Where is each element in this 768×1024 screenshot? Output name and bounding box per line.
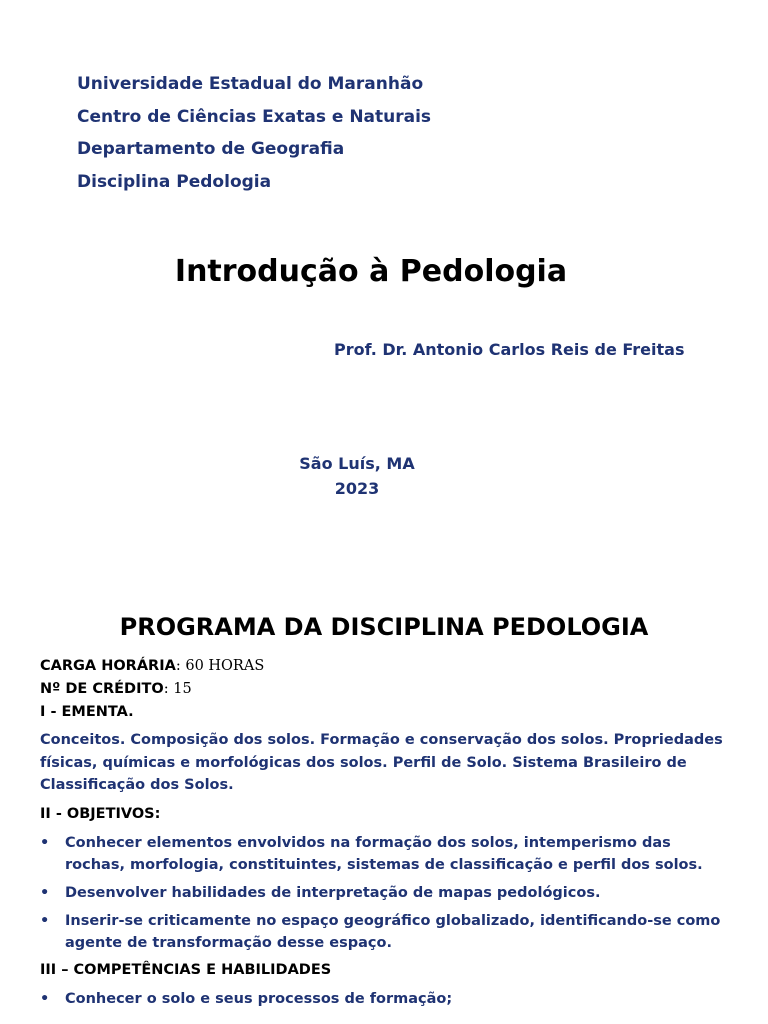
list-item: [40, 910, 730, 954]
bullet-icon: •: [40, 912, 50, 929]
institution-block: [77, 68, 431, 198]
workload-row: [40, 655, 730, 678]
year: 2023: [334, 479, 380, 498]
workload-value: : 60 HORAS: [175, 658, 265, 674]
credit-value: : 15: [163, 681, 192, 697]
objective-text: Desenvolver habilidades de interpretação de mapas pedológicos.: [65, 884, 601, 901]
credit-label: Nº DE CRÉDITO: [40, 681, 164, 697]
bullet-icon: •: [40, 990, 50, 1007]
bullet-icon: •: [40, 884, 50, 901]
bullet-icon: •: [40, 834, 50, 851]
objectives-heading: II - OBJETIVOS:: [40, 805, 161, 822]
ementa-text: Conceitos. Composição dos solos. Formação e conservação dos solos. Propriedades físicas, químicas e morfológicas dos solos. Perfil de Solo. Sistema Brasileiro de Classificação dos Solos.: [40, 732, 723, 793]
slide-title: Introdução à Pedologia: [174, 254, 568, 289]
objective-text: Inserir-se criticamente no espaço geográfico globalizado, identificando-se como agente de transformação desse espaço.: [65, 912, 721, 951]
workload-label: CARGA HORÁRIA: [40, 658, 176, 674]
department-name: Departamento de Geografia: [77, 139, 345, 159]
ementa-heading: I - EMENTA.: [40, 704, 134, 720]
program-title: PROGRAMA DA DISCIPLINA PEDOLOGIA: [119, 613, 649, 641]
discipline-name: Disciplina Pedologia: [77, 171, 272, 192]
objective-text: Conhecer elementos envolvidos na formação dos solos, intemperismo das rochas, morfologia, constituintes, sistemas de classificação e perfil dos solos.: [65, 834, 703, 873]
program-slide: [0, 576, 768, 1024]
list-item: [40, 882, 730, 904]
competencies-heading: III – COMPETÊNCIAS E HABILIDADES: [40, 961, 332, 978]
competency-text: Conhecer o solo e seus processos de formação;: [65, 990, 453, 1007]
center-name: Centro de Ciências Exatas e Naturais: [77, 106, 432, 127]
program-content: [40, 655, 730, 1010]
list-item: [40, 832, 730, 876]
credit-row: [40, 678, 730, 701]
list-item: [40, 988, 730, 1010]
university-name: Universidade Estadual do Maranhão: [77, 74, 424, 94]
professor-name: Prof. Dr. Antonio Carlos Reis de Freitas: [334, 340, 685, 359]
location-date: [257, 451, 457, 501]
city: São Luís, MA: [299, 454, 415, 473]
